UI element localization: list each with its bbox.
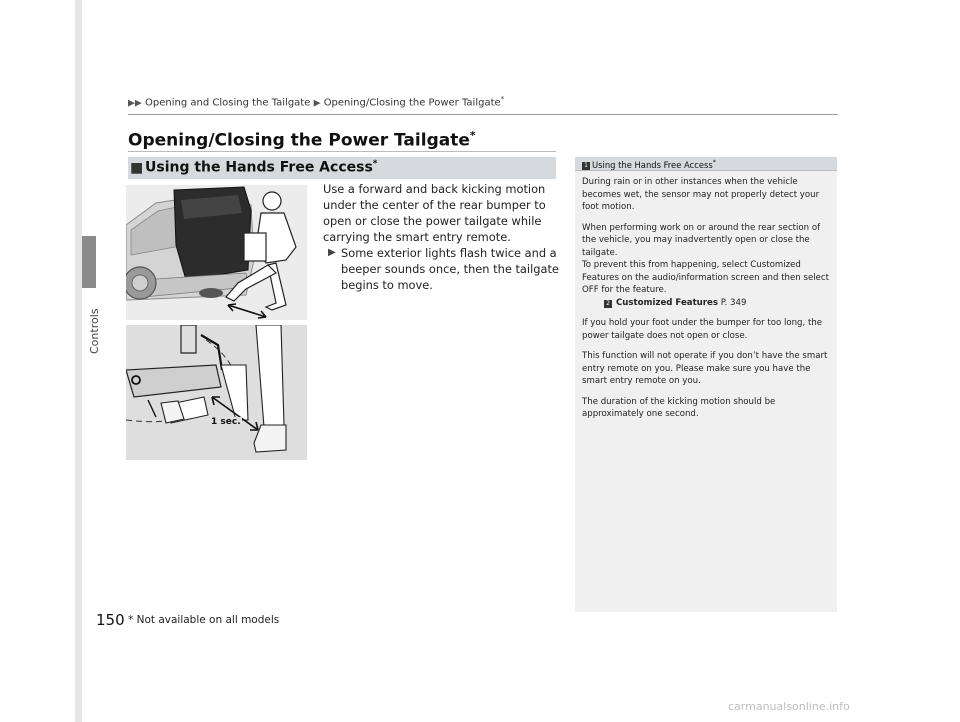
customized-features-link[interactable] [604,297,835,310]
instruction-result [328,245,559,293]
side-note-panel [575,157,837,612]
breadcrumb-arrow-icon: ▶ [313,98,321,109]
page-title [128,129,476,151]
kick-motion-detail-svg [126,325,307,460]
xref-title[interactable]: Customized Features [616,297,718,308]
chapter-side-tab [0,0,82,722]
chapter-label: Controls [88,308,101,354]
title-rule [128,151,556,152]
note-paragraph-a: When performing work on or around the rear section of the vehicle, you may inadvertently open or close the tailgate. [582,222,821,258]
xref-page: P. 349 [720,297,747,308]
page-title-text: Opening/Closing the Power Tailgate [128,130,470,151]
note-number-icon: 1 [582,162,590,170]
section-title-text: Using the Hands Free Access [145,159,373,176]
tailgate-kick-illustration [126,185,307,320]
instruction-main: Use a forward and back kicking motion under the center of the rear bumper to open or close the power tailgate while carrying the smart entry remote. [323,182,546,244]
watermark: carmanualsonline.info [728,700,850,713]
footnote: * Not available on all models [128,614,280,626]
note-header-rule [575,170,837,171]
page-number: 150 [96,611,125,629]
note-paragraph: The duration of the kicking motion should be approximately one second. [582,396,776,419]
figure-duration-label: 1 sec. [211,417,241,427]
breadcrumb-arrow-icon: ▶▶ [128,98,142,109]
page-title-mark: * [469,129,476,142]
note-paragraph: To prevent this from happening, select Customized Features on the audio/information screen and then select OFF for the feature. [582,260,830,295]
section-header [128,157,556,179]
instruction-result-text: Some exterior lights flash twice and a beeper sounds once, then the tailgate begins to move. [341,246,559,292]
breadcrumb-footnote-mark: * [500,95,505,103]
header-rule [128,114,838,115]
breadcrumb [128,95,504,108]
note-heading-text: Using the Hands Free Access [592,159,713,170]
tailgate-kick-illustration-svg [126,185,307,320]
section-title [145,159,378,176]
section-bullet-icon: ■ [130,160,144,176]
breadcrumb-current: Opening/Closing the Power Tailgate [323,97,501,109]
note-heading [582,159,716,170]
note-heading-mark: * [712,159,716,166]
side-tab-bar [75,0,82,722]
instruction-text [323,181,559,293]
kick-motion-detail-illustration [126,325,307,460]
breadcrumb-parent[interactable]: Opening and Closing the Tailgate [145,97,311,109]
note-body [582,176,835,429]
note-paragraph: During rain or in other instances when the vehicle becomes wet, the sensor may not properly detect your foot motion. [582,177,820,212]
reference-book-icon: 2 [604,300,612,308]
side-tab-marker [82,236,96,288]
note-paragraph: This function will not operate if you don’t have the smart entry remote on you. Please make sure you have the smart entry remote on you. [582,351,828,386]
note-paragraph [582,222,835,260]
section-title-mark: * [372,159,378,169]
note-paragraph: If you hold your foot under the bumper for too long, the power tailgate does not open or close. [582,318,823,341]
result-arrow-icon: ▶ [328,247,336,258]
